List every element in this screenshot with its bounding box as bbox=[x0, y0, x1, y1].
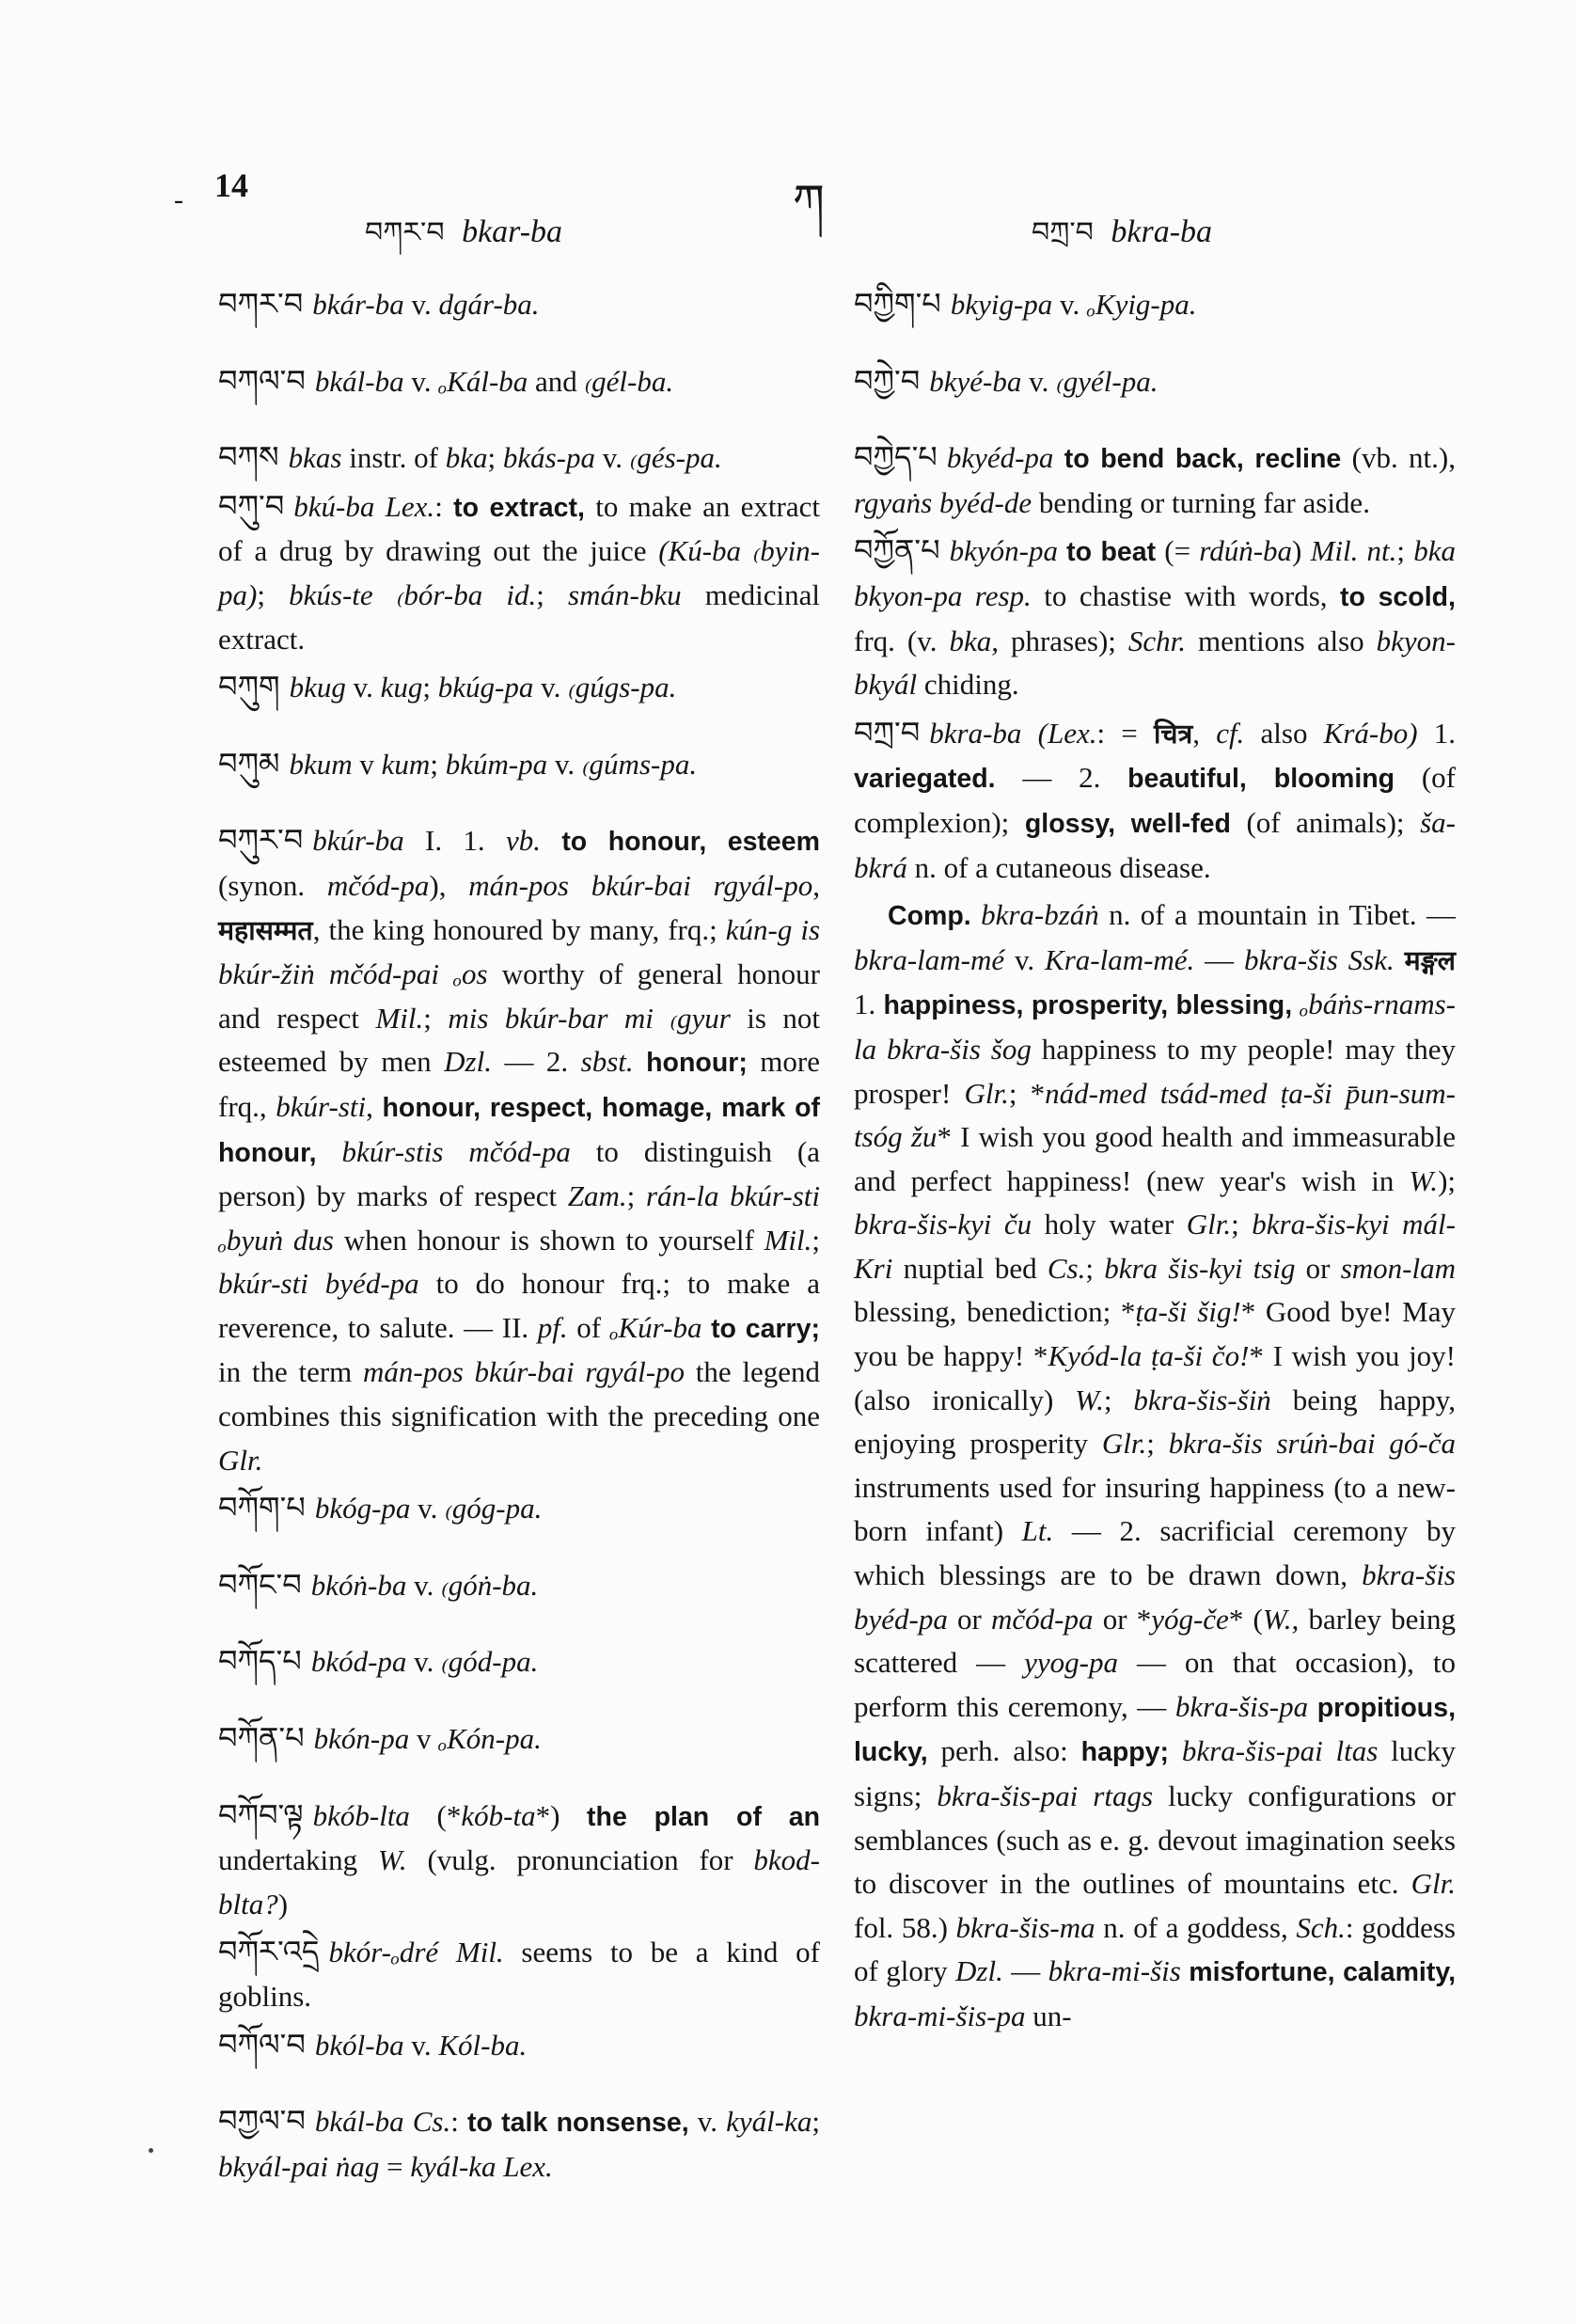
entry-definition: bkál-ba v. ₒKál-ba and ₍gél-ba. bbox=[314, 364, 674, 398]
entry-definition: bkón-pa v ₒKón-pa. bbox=[313, 1722, 542, 1756]
entry-definition: bkyéd-pa to bend back, recline (vb. nt.), rgyaṅs byéd-de bending or turning far aside. bbox=[854, 441, 1456, 519]
dictionary-entry bbox=[218, 1486, 820, 1531]
dictionary-entry bbox=[218, 1639, 820, 1684]
dictionary-entry bbox=[854, 359, 1456, 404]
entry-headword-tibetan: བཀུམ bbox=[218, 745, 280, 782]
entry-definition: bkug v. kug; bkúg-pa v. ₍gúgs-pa. bbox=[289, 671, 677, 704]
entry-headword-tibetan: བཀོལ་བ bbox=[218, 2026, 306, 2063]
entry-headword-tibetan: བཀོར་འདྲེ bbox=[218, 1934, 320, 1970]
entry-definition: bkyé-ba v. ₍gyél-pa. bbox=[929, 364, 1158, 398]
entry-definition: bkóṅ-ba v. ₍góṅ-ba. bbox=[310, 1568, 539, 1602]
header-right-translit: bkra-ba bbox=[1111, 214, 1213, 249]
entry-headword-tibetan: བཀོག་པ bbox=[218, 1490, 306, 1526]
dictionary-entry bbox=[854, 711, 1456, 890]
dictionary-entry bbox=[218, 1930, 820, 2018]
dictionary-entry bbox=[854, 529, 1456, 706]
entry-headword-tibetan: བཀྱལ་བ bbox=[218, 2103, 306, 2140]
right-column bbox=[854, 282, 1456, 2039]
dictionary-entry bbox=[218, 1794, 820, 1927]
dictionary-entry bbox=[218, 2099, 820, 2189]
entry-headword-tibetan: བཀལ་བ bbox=[218, 362, 306, 399]
entry-headword-tibetan: བཀོན་པ bbox=[218, 1720, 305, 1757]
dictionary-entry bbox=[218, 2023, 820, 2068]
entry-definition: bkár-ba v. dgár-ba. bbox=[312, 288, 540, 321]
entry-definition: bkyón-pa to beat (= rdúṅ-ba) Mil. nt.; bka bkyon-pa resp. to chastise with words, to scold, frq. (v. bka, phrases); Schr. mentions also bkyon-bkyál chiding. bbox=[854, 534, 1456, 702]
dictionary-entry bbox=[218, 818, 820, 1482]
margin-mark: - bbox=[174, 184, 183, 215]
dictionary-entry bbox=[854, 282, 1456, 327]
entry-headword-tibetan: བཀུག bbox=[218, 669, 280, 705]
entry-definition: bkra-ba (Lex.: = चित्र, cf. also Krá-bo) 1. variegated. — 2. beautiful, blooming (of complexion); glossy, well-fed (of animals); ša-bkrá n. of a cutaneous disease. bbox=[854, 716, 1457, 884]
dictionary-entry bbox=[218, 282, 820, 327]
running-header-right bbox=[1032, 201, 1212, 280]
entry-definition: bkyig-pa v. ₒKyig-pa. bbox=[950, 288, 1197, 321]
entry-headword-tibetan: བཀྱེ་བ bbox=[854, 362, 921, 399]
dictionary-entry bbox=[218, 435, 820, 481]
entry-definition: bkas instr. of bka; bkás-pa v. ₍gés-pa. bbox=[288, 441, 722, 475]
dictionary-entry bbox=[854, 435, 1456, 525]
entry-definition: bkól-ba v. Kól-ba. bbox=[314, 2028, 528, 2062]
entry-headword-tibetan: བཀོད་པ bbox=[218, 1643, 302, 1680]
page-number: 14 bbox=[214, 166, 248, 204]
dictionary-entry bbox=[218, 1563, 820, 1608]
header-left-translit: bkar-ba bbox=[462, 214, 563, 249]
dictionary-entry bbox=[218, 665, 820, 710]
section-letter: ཀ bbox=[793, 175, 825, 228]
entry-headword-tibetan: བཀྱོན་པ bbox=[854, 532, 940, 569]
entry-headword-tibetan: བཀར་བ bbox=[218, 286, 304, 322]
left-column bbox=[218, 282, 820, 2204]
entry-headword-tibetan: བཀས bbox=[218, 439, 279, 476]
entry-definition: bkód-pa v. ₍gód-pa. bbox=[310, 1645, 539, 1679]
dictionary-entry bbox=[218, 742, 820, 787]
entry-headword-tibetan: བཀུར་བ bbox=[218, 822, 304, 859]
dictionary-entry bbox=[218, 1716, 820, 1762]
header-right-tibetan: བཀྲ་བ bbox=[1032, 216, 1094, 249]
entry-headword-tibetan: བཀྱིག་པ bbox=[854, 286, 941, 322]
ink-speck bbox=[149, 2148, 153, 2153]
running-header-left bbox=[365, 201, 562, 280]
entry-headword-tibetan: བཀྱེད་པ bbox=[854, 439, 938, 476]
entry-definition: bkál-ba Cs.: to talk nonsense, v. kyál-ka; bkyál-pai ṅag = kyál-ka Lex. bbox=[218, 2105, 820, 2183]
entry-headword-tibetan: བཀུ་བ bbox=[218, 487, 285, 524]
entry-headword-tibetan: བཀྲ་བ bbox=[854, 714, 921, 751]
entry-headword-tibetan: བཀོང་བ bbox=[218, 1566, 302, 1603]
entry-definition: bkú-ba Lex.: to extract, to make an extract of a drug by drawing out the juice (Kú-ba ₍byin-pa); bkús-te ₍bór-ba id.; smán-bku medicinal extract. bbox=[218, 489, 821, 656]
compounds-paragraph: Comp. bkra-bzáṅ n. of a mountain in Tibet. — bkra-lam-mé v. Kra-lam-mé. — bkra-šis Ssk. मङ्गल 1. happiness, prosperity, blessing, ₒbáṅs-rnams-la bkra-šis šog happiness to my people! may they prosper! Glr.; *nád-med tsád-med ṭa-ši p̄un-sum-tsóg žu* I wish you good health and immeasurable and perfect happiness! (new year's wish in W.); bkra-šis-kyi ču holy water Glr.; bkra-šis-kyi mál-Kri nuptial bed Cs.; bkra šis-kyi tsig or smon-lam blessing, benediction; *ṭa-ši šig!* Good bye! May you be happy! *Kyód-la ṭa-ši čo!* I wish you joy! (also ironically) W.; bkra-šis-šiṅ being happy, enjoying prosperity Glr.; bkra-šis srúṅ-bai gó-ča instruments used for insuring happiness (to a new-born infant) Lt. — 2. sacrificial ceremony by which blessings are to be drawn down, bkra-šis byéd-pa or mčód-pa or *yóg-če* (W., barley being scattered — yyog-pa — on that occasion), to perform this ceremony, — bkra-šis-pa propitious, lucky, perh. also: happy; bkra-šis-pai ltas lucky signs; bkra-šis-pai rtags lucky configurations or semblances (such as e. g. devout imagination seeks to discover in the outlines of mountains etc. Glr. fol. 58.) bkra-šis-ma n. of a goddess, Sch.: goddess of glory Dzl. — bkra-mi-šis misfortune, calamity, bkra-mi-šis-pa un- bbox=[854, 898, 1457, 2032]
entry-definition: bkúr-ba I. 1. vb. to honour, esteem (synon. mčód-pa), mán-pos bkúr-bai rgyál-po, महासम्मत, the king honoured by many, frq.; kún-g is bkúr-žiṅ mčód-pai ₒos worthy of general honour and respect Mil.; mis bkúr-bar mi ₍gyur is not esteemed by men Dzl. — 2. sbst. honour; more frq., bkúr-sti, honour, respect, homage, mark of honour, bkúr-stis mčód-pa to distinguish (a person) by marks of respect Zam.; rán-la bkúr-sti ₒbyuṅ dus when honour is shown to yourself Mil.; bkúr-sti byéd-pa to do honour frq.; to make a reverence, to salute. — II. pf. of ₒKúr-ba to carry; in the term mán-pos bkúr-bai rgyál-po the legend combines this signification with the preceding one Glr. bbox=[218, 824, 821, 1477]
dictionary-entry bbox=[218, 359, 820, 404]
entry-definition: bkór-ₒdré Mil. seems to be a kind of goblins. bbox=[218, 1936, 820, 2013]
entry-headword-tibetan: བཀོབ་ལྟ bbox=[218, 1796, 304, 1833]
entry-definition: bkób-lta (*kób-ta*) the plan of an undertaking W. (vulg. pronunciation for bkod-blta?) bbox=[218, 1798, 821, 1921]
entry-definition: bkóg-pa v. ₍góg-pa. bbox=[314, 1492, 543, 1526]
header-left-tibetan: བཀར་བ bbox=[365, 216, 445, 249]
entry-definition: bkum v kum; bkúm-pa v. ₍gúms-pa. bbox=[289, 747, 698, 781]
dictionary-entry bbox=[218, 484, 820, 661]
